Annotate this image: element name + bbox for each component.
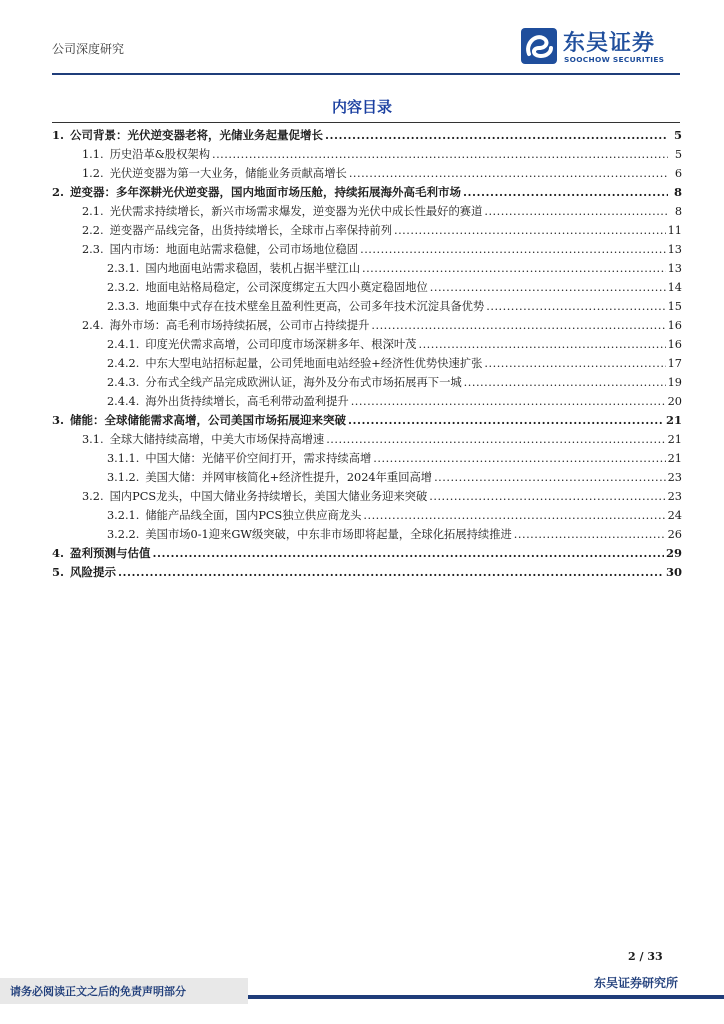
toc-entry[interactable] [52, 430, 682, 449]
page-number: 2 / 33 [628, 950, 663, 963]
toc-entry-number: 2.1. [82, 205, 104, 218]
toc-leader-dots [348, 411, 664, 430]
toc-entry-title: 公司背景：光伏逆变器老将，光储业务起量促增长 [70, 128, 324, 142]
toc-entry-number: 2.4. [82, 319, 104, 332]
logo-chinese-name: 东吴证券 [563, 31, 656, 56]
toc-leader-dots [484, 354, 665, 373]
toc-entry-number: 2. [52, 185, 65, 199]
toc-entry-number: 3.2.1. [107, 509, 140, 522]
toc-entry-number: 3.2. [82, 490, 104, 503]
company-logo [519, 26, 679, 68]
toc-entry-number: 2.3.1. [107, 262, 140, 275]
toc-entry-title: 全球大储持续高增，中美大市场保持高增速 [109, 433, 325, 446]
toc-entry-title: 光伏需求持续增长，新兴市场需求爆发，逆变器为光伏中成长性最好的赛道 [109, 205, 483, 218]
toc-entry-page: 13 [667, 243, 682, 256]
toc-entry[interactable] [52, 335, 682, 354]
toc-entry-number: 4. [52, 546, 65, 560]
toc-leader-dots [360, 240, 666, 259]
toc-entry-title: 美国大储：并网审核简化+经济性提升，2024年重回高增 [145, 471, 433, 484]
toc-entry-title: 逆变器产品线完备，出货持续增长，全球市占率保持前列 [109, 224, 392, 237]
toc-entry-title: 国内PCS龙头，中国大储业务持续增长，美国大储业务迎来突破 [109, 490, 428, 503]
toc-leader-dots [434, 468, 666, 487]
toc-entry-title: 印度光伏需求高增，公司印度市场深耕多年、根深叶茂 [145, 338, 417, 351]
header-divider [52, 73, 680, 75]
toc-entry-number: 2.3.2. [107, 281, 140, 294]
toc-entry[interactable] [52, 411, 682, 430]
toc-entry-number: 3.1.2. [107, 471, 140, 484]
toc-entry-number: 3.1.1. [107, 452, 140, 465]
toc-entry-page: 30 [665, 565, 682, 579]
toc-entry-page: 21 [665, 413, 682, 427]
toc-entry-number: 1. [52, 128, 65, 142]
toc-leader-dots [484, 202, 668, 221]
toc-leader-dots [486, 297, 665, 316]
toc-entry[interactable] [52, 354, 682, 373]
toc-leader-dots [418, 335, 665, 354]
toc-leader-dots [430, 278, 666, 297]
toc-entry[interactable] [52, 563, 682, 582]
toc-entry-number: 1.1. [82, 148, 104, 161]
toc-entry[interactable] [52, 544, 682, 563]
toc-entry[interactable] [52, 316, 682, 335]
toc-leader-dots [514, 525, 666, 544]
toc-leader-dots [326, 430, 665, 449]
toc-entry-page: 24 [667, 509, 682, 522]
toc-entry-title: 国内地面电站需求稳固，装机占据半壁江山 [145, 262, 360, 275]
toc-entry-title: 储能：全球储能需求高增，公司美国市场拓展迎来突破 [70, 413, 347, 427]
toc-entry[interactable] [52, 506, 682, 525]
toc-leader-dots [351, 392, 666, 411]
toc-entry-title: 风险提示 [70, 565, 117, 579]
toc-entry[interactable] [52, 525, 682, 544]
toc-entry-page: 23 [667, 471, 682, 484]
toc-leader-dots [118, 563, 664, 582]
toc-leader-dots [349, 164, 668, 183]
toc-entry-number: 1.2. [82, 167, 104, 180]
toc-entry[interactable] [52, 487, 682, 506]
toc-entry-page: 5 [673, 128, 682, 142]
footer-institute: 东吴证券研究所 [593, 976, 678, 990]
toc-leader-dots [373, 449, 665, 468]
toc-entry-title: 逆变器：多年深耕光伏逆变器，国内地面市场压舱，持续拓展海外高毛利市场 [70, 185, 462, 199]
toc-leader-dots [153, 544, 664, 563]
toc-entry-page: 29 [665, 546, 682, 560]
toc-entry-page: 14 [667, 281, 682, 294]
toc-entry-page: 5 [674, 148, 682, 161]
toc-leader-dots [394, 221, 666, 240]
toc-title: 内容目录 [331, 98, 392, 116]
toc-entry[interactable] [52, 240, 682, 259]
toc-divider [52, 122, 680, 123]
toc-entry-number: 2.3.3. [107, 300, 140, 313]
toc-leader-dots [212, 145, 668, 164]
toc-entry[interactable] [52, 449, 682, 468]
toc-entry-number: 2.3. [82, 243, 104, 256]
toc-leader-dots [363, 506, 665, 525]
toc-entry[interactable] [52, 259, 682, 278]
toc-entry[interactable] [52, 126, 682, 145]
toc-entry-title: 盈利预测与估值 [70, 546, 151, 560]
toc-leader-dots [464, 373, 666, 392]
toc-leader-dots [371, 316, 665, 335]
toc-entry-page: 13 [667, 262, 682, 275]
toc-entry-number: 2.4.2. [107, 357, 140, 370]
toc-entry-page: 11 [667, 224, 682, 237]
toc-entry[interactable] [52, 183, 682, 202]
toc-entry-number: 2.4.3. [107, 376, 140, 389]
toc-entry-title: 海外出货持续增长，高毛利带动盈利提升 [145, 395, 349, 408]
toc-leader-dots [362, 259, 666, 278]
toc-entry-title: 历史沿革&股权架构 [109, 148, 210, 161]
toc-entry-title: 储能产品线全面，国内PCS独立供应商龙头 [145, 509, 362, 522]
toc-entry-page: 15 [667, 300, 682, 313]
toc-entry-page: 8 [673, 185, 682, 199]
toc-entry-title: 国内市场：地面电站需求稳健，公司市场地位稳固 [109, 243, 359, 256]
report-category: 公司深度研究 [52, 42, 125, 56]
toc-entry-title: 光伏逆变器为第一大业务，储能业务贡献高增长 [109, 167, 347, 180]
toc-entry-number: 3.1. [82, 433, 104, 446]
toc-entry-number: 2.2. [82, 224, 104, 237]
toc-leader-dots [429, 487, 665, 506]
toc-entry-number: 2.4.4. [107, 395, 140, 408]
toc-entry[interactable] [52, 373, 682, 392]
toc-entry-page: 23 [667, 490, 682, 503]
toc-entry-title: 海外市场：高毛利市场持续拓展，公司市占持续提升 [109, 319, 370, 332]
toc-entry-page: 6 [674, 167, 682, 180]
toc-entry[interactable] [52, 392, 682, 411]
toc-entry-page: 21 [667, 452, 682, 465]
toc-entry-number: 2.4.1. [107, 338, 140, 351]
toc-entry[interactable] [52, 221, 682, 240]
toc-entry[interactable] [52, 468, 682, 487]
toc-entry-page: 8 [674, 205, 682, 218]
toc-entry-page: 21 [667, 433, 682, 446]
toc-entry-page: 16 [667, 338, 682, 351]
toc-entry-number: 3. [52, 413, 65, 427]
toc-entry[interactable] [52, 202, 682, 221]
footer-disclaimer: 请务必阅读正文之后的免责声明部分 [0, 978, 248, 1004]
toc-entry-title: 中东大型电站招标起量，公司凭地面电站经验+经济性优势快速扩张 [145, 357, 483, 370]
toc-entry[interactable] [52, 278, 682, 297]
toc-entry-title: 地面集中式存在技术壁垒且盈利性更高，公司多年技术沉淀具备优势 [145, 300, 485, 313]
toc-entry-page: 20 [667, 395, 682, 408]
toc-entry-number: 3.2.2. [107, 528, 140, 541]
toc-leader-dots [463, 183, 668, 202]
toc-entry-page: 17 [667, 357, 682, 370]
toc-entry-number: 5. [52, 565, 65, 579]
soochow-logo-icon [519, 26, 559, 66]
toc-leader-dots [325, 126, 668, 145]
toc-entry-title: 分布式全线产品完成欧洲认证，海外及分布式市场拓展再下一城 [145, 376, 462, 389]
toc-entry-page: 16 [667, 319, 682, 332]
toc-entry-page: 26 [667, 528, 682, 541]
toc-entry-title: 地面电站格局稳定，公司深度绑定五大四小奠定稳固地位 [145, 281, 428, 294]
toc-entry-title: 美国市场0-1迎来GW级突破，中东非市场即将起量，全球化拓展持续推进 [145, 528, 512, 541]
toc-entry[interactable] [52, 297, 682, 316]
toc-entry-title: 中国大储：光储平价空间打开，需求持续高增 [145, 452, 372, 465]
logo-english-name: SOOCHOW SECURITIES [564, 55, 665, 64]
toc-entry-page: 19 [667, 376, 682, 389]
toc-entry[interactable] [52, 145, 682, 164]
toc-entry[interactable] [52, 164, 682, 183]
table-of-contents [52, 126, 682, 582]
